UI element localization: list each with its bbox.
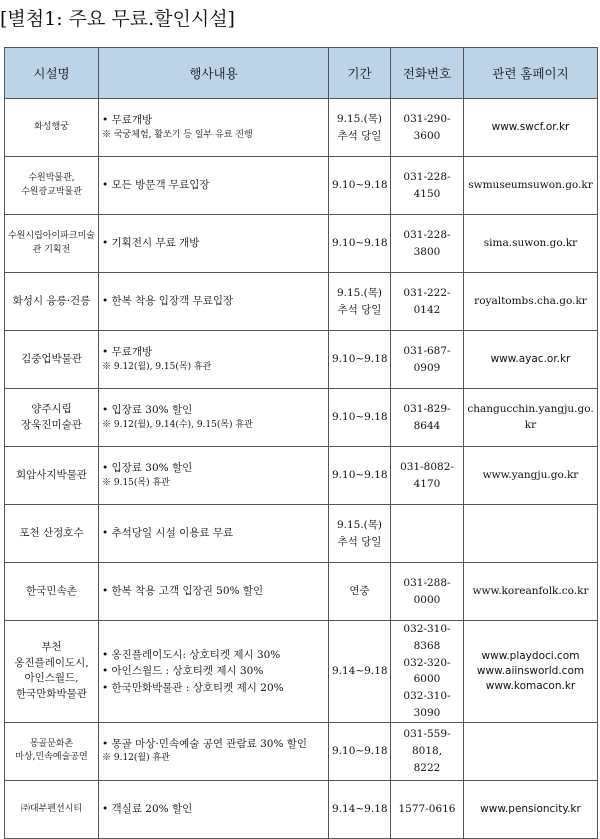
program-cell (99, 273, 329, 331)
website-line: www.komacon.kr (485, 680, 576, 692)
phone-line: 032-320-6000 (403, 656, 451, 686)
venue-cell (5, 780, 99, 838)
phone-line: 031-228-3800 (403, 228, 451, 258)
program-line: • 무료개방 (102, 346, 153, 359)
period-cell (329, 273, 391, 331)
program-line: • 한국만화박물관 : 상호티켓 제시 20% (102, 681, 284, 694)
program-line: • 한복 착용 입장객 무료입장 (102, 295, 234, 308)
phone-line: 031-8082-4170 (400, 460, 454, 490)
program-cell (99, 331, 329, 389)
program-line: ※ 9.15(목) 휴관 (102, 477, 170, 488)
program-cell (99, 621, 329, 723)
period-cell (329, 389, 391, 447)
period-cell (329, 331, 391, 389)
program-line: • 몽골 마상·민속예술 공연 관람료 30% 할인 (102, 738, 308, 751)
phone-line: 031-222-0142 (403, 286, 451, 316)
website-line: www.yangju.go.kr (482, 468, 579, 481)
document-title: [별첨1: 주요 무료.할인시설] (0, 8, 235, 30)
period-line: 추석 당일 (337, 303, 382, 316)
table-header-row (5, 48, 598, 99)
venue-line: 한국만화박물관 (15, 688, 87, 701)
website-cell (464, 621, 598, 723)
website-line: www.swcf.or.kr (491, 120, 570, 133)
phone-cell (391, 389, 464, 447)
program-line: ※ 9.12(월), 9.14(수), 9.15(목) 휴관 (102, 419, 253, 430)
website-cell (464, 505, 598, 563)
website-line: changucchin.yangju.go. (467, 403, 594, 416)
period-line: 9.10~9.18 (332, 411, 388, 424)
website-line: www.koreanfolk.co.kr (472, 584, 589, 597)
table-row (5, 157, 598, 215)
venue-cell (5, 447, 99, 505)
phone-line: 031-288-0000 (403, 576, 451, 606)
venue-line: 부천 (41, 640, 62, 653)
period-line: 추석 당일 (337, 129, 382, 142)
venue-line: 포천 산정호수 (19, 526, 84, 539)
header-venue: 시설명 (5, 48, 99, 99)
website-cell (464, 780, 598, 838)
phone-cell (391, 505, 464, 563)
venue-line: ㈜대부펜션시티 (20, 803, 83, 814)
program-cell (99, 722, 329, 780)
table-row (5, 447, 598, 505)
website-cell (464, 99, 598, 157)
venue-line: 옹진플레이도시, (14, 656, 89, 669)
table-row (5, 505, 598, 563)
website-line: www.aiinsworld.com (476, 664, 585, 677)
phone-line: 1577-0616 (398, 802, 456, 815)
website-line: kr (524, 418, 537, 431)
period-cell (329, 99, 391, 157)
phone-cell (391, 157, 464, 215)
venue-cell (5, 273, 99, 331)
website-cell (464, 389, 598, 447)
website-line: swmuseumsuwon.go.kr (468, 178, 593, 191)
website-line: www.pensioncity.kr (480, 802, 581, 815)
phone-line: 031-829-8644 (403, 402, 451, 432)
website-line: royaltombs.cha.go.kr (474, 294, 587, 307)
venue-cell (5, 505, 99, 563)
venue-line: 마상,민속예술공연 (15, 752, 88, 763)
table-row (5, 273, 598, 331)
website-cell (464, 447, 598, 505)
website-cell (464, 273, 598, 331)
website-line: sima.suwon.go.kr (483, 236, 578, 249)
program-line: • 무료개방 (102, 114, 153, 127)
venue-line: 회암사지박물관 (15, 468, 87, 481)
program-line: • 한복 착용 고객 입장권 50% 할인 (102, 585, 264, 598)
venue-cell (5, 215, 99, 273)
period-line: 9.15.(목) (336, 518, 383, 531)
table-row (5, 99, 598, 157)
venue-cell (5, 331, 99, 389)
program-line: ※ 국궁체험, 활쏘기 등 일부 유료 진행 (102, 129, 253, 140)
phone-cell (391, 273, 464, 331)
venue-line: 수원박물관, (28, 173, 75, 183)
facility-table (4, 47, 598, 839)
program-line: • 기획전시 무료 개방 (102, 237, 200, 250)
period-line: 9.15.(목) (336, 112, 383, 125)
table-row (5, 621, 598, 723)
period-cell (329, 505, 391, 563)
venue-cell (5, 722, 99, 780)
period-cell (329, 621, 391, 723)
table-row (5, 215, 598, 273)
phone-cell (391, 215, 464, 273)
phone-cell (391, 563, 464, 621)
period-line: 9.10~9.18 (332, 744, 388, 757)
website-cell (464, 215, 598, 273)
website-cell (464, 722, 598, 780)
table-row (5, 563, 598, 621)
period-line: 9.10~9.18 (332, 353, 388, 366)
phone-line: 031-228-4150 (403, 170, 451, 200)
program-line: ※ 9.12(월), 9.15(목) 휴관 (102, 361, 212, 372)
program-line: • 옹진플레이도시: 상호티켓 제시 30% (102, 648, 281, 661)
venue-line: 아인스월드, (24, 672, 79, 685)
phone-line: 031-290-3600 (403, 112, 451, 142)
header-period: 기간 (329, 48, 391, 99)
table-row (5, 389, 598, 447)
program-cell (99, 389, 329, 447)
phone-line: 8222 (413, 761, 441, 774)
period-line: 9.10~9.18 (332, 469, 388, 482)
phone-cell (391, 722, 464, 780)
phone-cell (391, 331, 464, 389)
period-cell (329, 215, 391, 273)
venue-cell (5, 157, 99, 215)
phone-cell (391, 99, 464, 157)
program-cell (99, 215, 329, 273)
program-cell (99, 157, 329, 215)
venue-line: 양주시립 (31, 402, 72, 415)
period-line: 9.10~9.18 (332, 237, 388, 250)
phone-cell (391, 621, 464, 723)
period-line: 연중 (349, 585, 370, 598)
table-row (5, 722, 598, 780)
phone-line: 031-687-0909 (403, 344, 451, 374)
program-cell (99, 563, 329, 621)
header-website: 관련 홈페이지 (464, 48, 598, 99)
program-cell (99, 447, 329, 505)
period-cell (329, 780, 391, 838)
program-line: • 객실료 20% 할인 (102, 803, 193, 816)
header-program: 행사내용 (99, 48, 329, 99)
website-line: www.ayac.or.kr (490, 352, 571, 365)
program-line: • 아인스월드 : 상호티켓 제시 30% (102, 665, 264, 678)
website-cell (464, 331, 598, 389)
venue-line: 장욱진미술관 (21, 418, 82, 431)
phone-line: 032-310-3090 (403, 690, 451, 719)
venue-line: 한국민속촌 (26, 584, 77, 597)
website-cell (464, 157, 598, 215)
venue-line: 화성행궁 (34, 121, 69, 132)
venue-cell (5, 99, 99, 157)
program-cell (99, 505, 329, 563)
header-phone: 전화번호 (391, 48, 464, 99)
program-line: • 모든 방문객 무료입장 (102, 179, 210, 192)
period-line: 추석 당일 (337, 535, 382, 548)
phone-cell (391, 780, 464, 838)
program-cell (99, 780, 329, 838)
program-line: • 추석당일 시설 이용료 무료 (102, 527, 234, 540)
venue-line: 김중업박물관 (21, 352, 82, 365)
table-row (5, 780, 598, 838)
period-line: 9.10~9.18 (332, 179, 388, 192)
venue-line: 수원광교박물관 (21, 186, 82, 197)
program-cell (99, 99, 329, 157)
program-line: ※ 9.12(월) 휴관 (102, 753, 170, 764)
phone-line: 031-559-8018, (403, 728, 451, 757)
venue-line: 수원시립아이파크미술 (8, 231, 95, 241)
table-body (5, 99, 598, 839)
period-line: 9.14~9.18 (332, 802, 388, 815)
period-line: 9.15.(목) (336, 286, 383, 299)
phone-cell (391, 447, 464, 505)
website-line: www.playdoci.com (481, 649, 580, 662)
venue-line: 몽골문화촌 (29, 738, 74, 749)
venue-cell (5, 563, 99, 621)
period-cell (329, 722, 391, 780)
table-row (5, 331, 598, 389)
program-line: • 입장료 30% 할인 (102, 404, 193, 417)
venue-line: 화성시 융릉·건릉 (12, 294, 91, 307)
period-line: 9.14~9.18 (332, 664, 388, 677)
period-cell (329, 447, 391, 505)
venue-cell (5, 389, 99, 447)
phone-line: 032-310-8368 (403, 623, 451, 652)
website-cell (464, 563, 598, 621)
program-line: • 입장료 30% 할인 (102, 462, 193, 475)
period-cell (329, 563, 391, 621)
venue-cell (5, 621, 99, 723)
venue-line: 관 기획전 (32, 244, 71, 255)
period-cell (329, 157, 391, 215)
